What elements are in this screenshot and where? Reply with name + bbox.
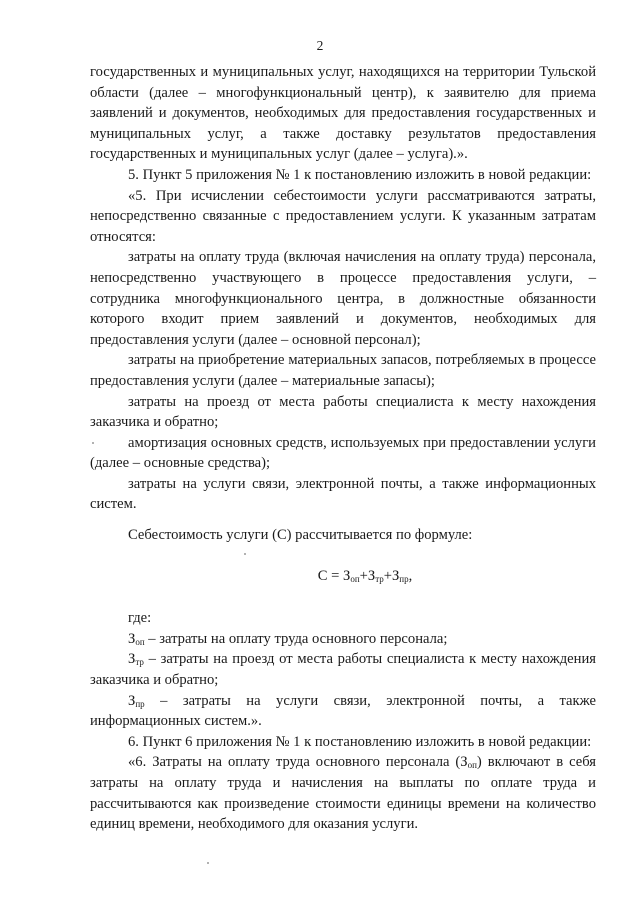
definition-z-op [90,629,596,650]
paragraph-item-5-text: «5. При исчислении себестоимости услуги рассматриваются затраты, непосредственно связанные с предоставлением услуги. К указанным затратам относятся: [90,187,596,245]
definition-z-tr [90,649,596,690]
item-6-text-start: «6. Затраты на оплату труда основного персонала (З [128,754,468,771]
item-6-text-end: ) включают в себя затраты на оплату труда и начисления на выплаты по оплате труда и рассчитываются как произведение стоимости единицы времени на количество единиц времени, необходимого для оказания услуги. [90,754,596,833]
definition-text: – затраты на проезд от места работы специалиста к месту нахождения заказчика и обратно; [90,651,596,689]
definition-subscript: оп [135,636,145,647]
scan-speck [92,442,94,444]
formula-plus-2: +З [383,567,400,584]
formula-sub-pr: пр [399,573,409,584]
definition-subscript: тр [135,657,144,668]
formula-tail: , [408,567,413,584]
paragraph-cost-communications: затраты на услуги связи, электронной почты, а также информационных систем. [90,475,596,513]
paragraph-formula-intro: Себестоимость услуги (С) рассчитывается по формуле: [128,527,473,544]
definition-subscript: пр [135,698,145,709]
definition-symbol: З [128,692,136,709]
formula-plus-1: +З [359,567,376,584]
document-body [90,62,596,835]
definition-z-pr [90,691,596,732]
formula-lhs: С = З [317,567,351,584]
scan-speck [207,862,209,864]
paragraph-item-6-heading: 6. Пункт 6 приложения № 1 к постановлению изложить в новой редакции: [128,733,592,750]
paragraph-cost-travel: затраты на проезд от места работы специалиста к месту нахождения заказчика и обратно; [90,393,596,431]
paragraph-continuation: государственных и муниципальных услуг, находящихся на территории Тульской области (далее – многофункциональный центр), к заявителю для приема заявлений и документов, необходимых для предоставления государственных и муниципальных услуг, а также доставку результатов предоставления государственных и муниципальных услуг (далее – услуга).». [90,64,596,163]
paragraph-item-5-heading: 5. Пункт 5 приложения № 1 к постановлению изложить в новой редакции: [128,166,592,183]
item-6-subscript: оп [467,760,477,771]
formula-sub-tr: тр [375,573,384,584]
paragraph-cost-depreciation: амортизация основных средств, используемых при предоставлении услуги (далее – основные средства); [90,434,596,472]
definition-symbol: З [128,651,136,668]
paragraph-cost-labor: затраты на оплату труда (включая начисления на оплату труда) персонала, непосредственно участвующего в процессе предоставления услуги, – сотрудника многофункционального центра, в должностные обязанности которого входит прием заявлений и документов, необходимых для предоставления услуги (далее – основной персонал); [90,249,596,348]
definition-symbol: З [128,630,136,647]
page-number: 2 [316,38,324,53]
definition-text: – затраты на услуги связи, электронной почты, а также информационных систем.». [90,692,596,730]
definition-text: – затраты на оплату труда основного персонала; [144,630,448,647]
formula-sub-op: оп [350,573,360,584]
scan-speck [244,553,246,555]
where-label: где: [128,610,152,627]
paragraph-cost-materials: затраты на приобретение материальных запасов, потребляемых в процессе предоставления услуги (далее – материальные запасы); [90,352,596,389]
paragraph-item-6-text [90,752,596,834]
cost-formula [90,566,596,587]
